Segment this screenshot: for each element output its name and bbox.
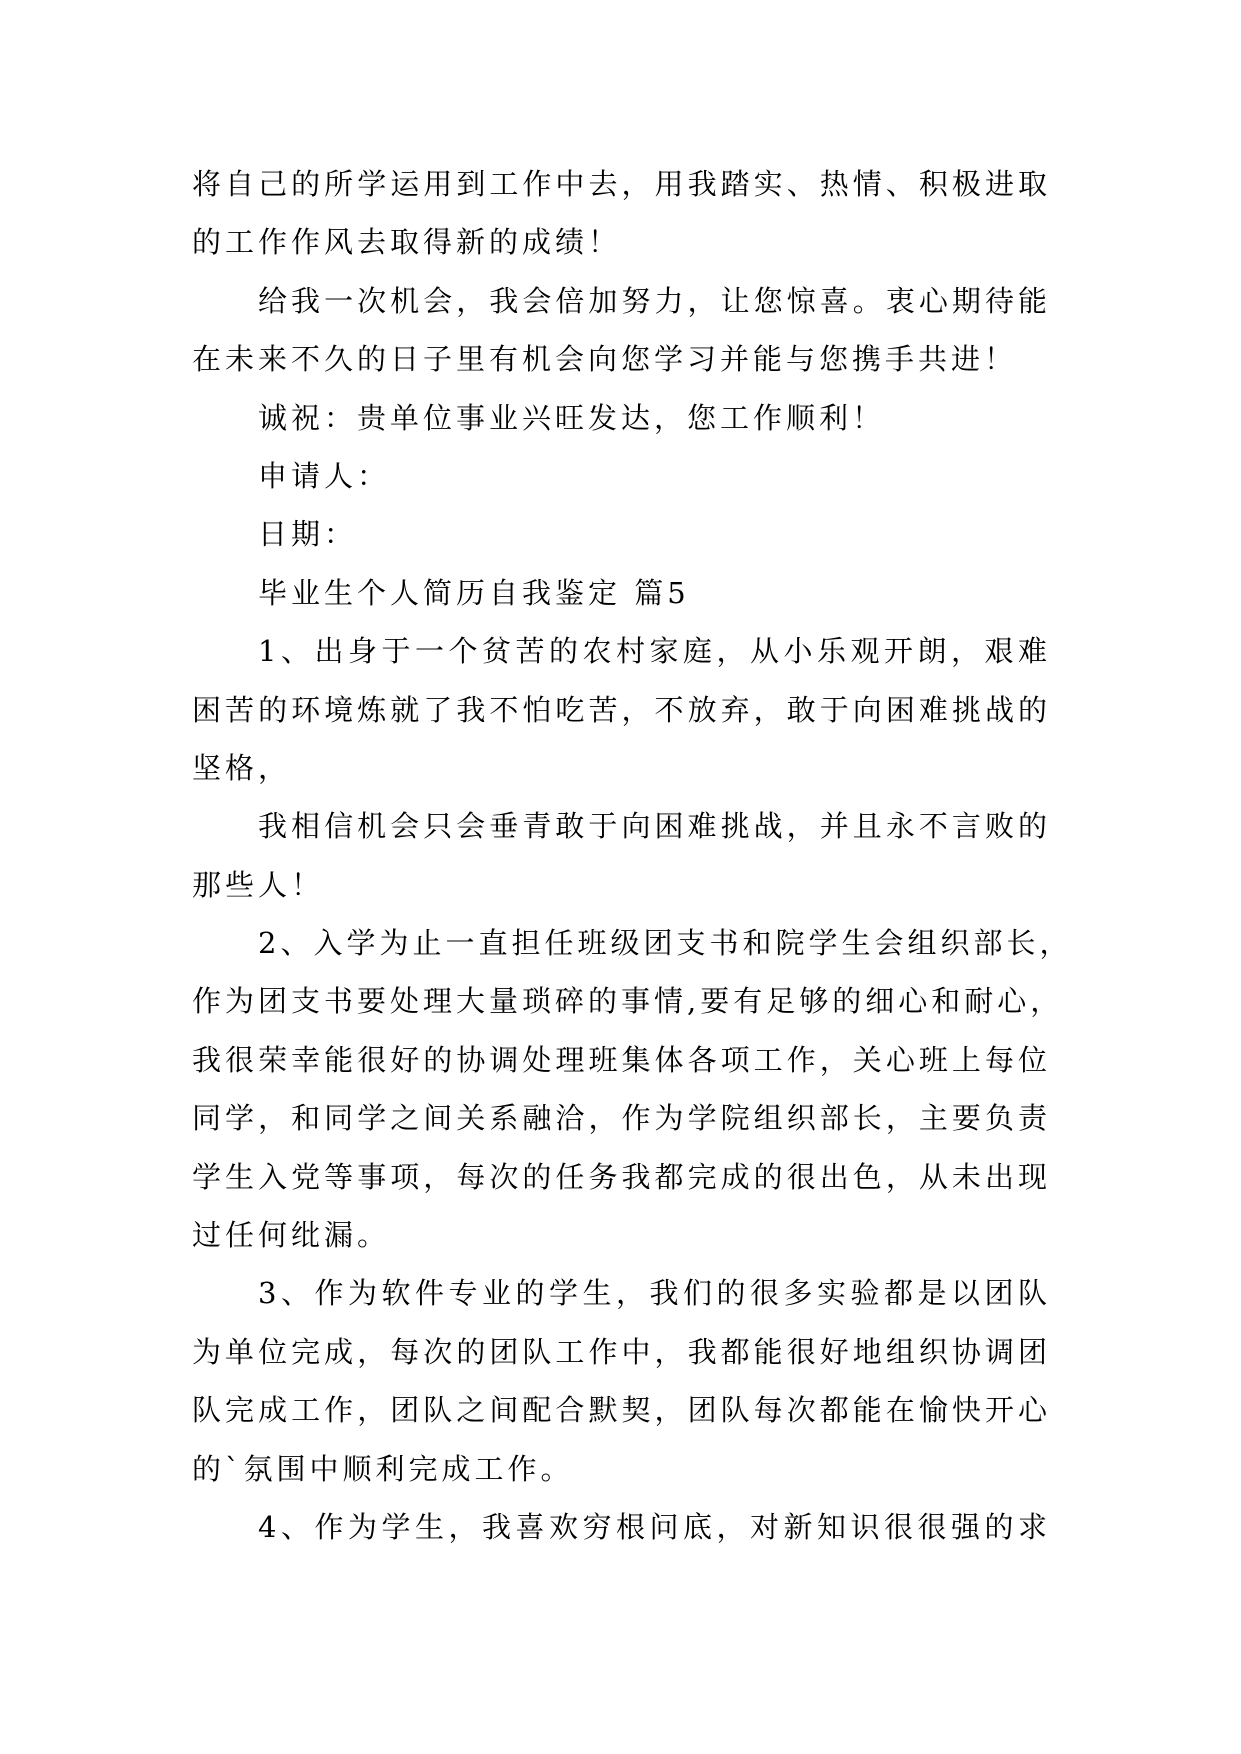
text-line: 3、作为软件专业的学生，我们的很多实验都是以团队 [258, 1276, 1051, 1311]
section-paragraph [192, 797, 1051, 914]
letter-wish [192, 389, 1051, 447]
section-heading [192, 564, 1051, 622]
text-line: 在未来不久的日子里有机会向您学习并能与您携手共进！ [192, 342, 1018, 377]
text-line: 的`氛围中顺利完成工作。 [192, 1451, 574, 1486]
section-paragraph [192, 914, 1073, 1264]
text-line: 那些人！ [192, 867, 325, 902]
text-line: 的工作作风去取得新的成绩！ [192, 225, 622, 260]
text-line: 作为团支书要处理大量琐碎的事情,要有足够的细心和耐心， [192, 984, 1064, 1019]
section-paragraph [192, 1498, 1051, 1556]
text-line: 为单位完成，每次的团队工作中，我都能很好地组织协调团 [192, 1334, 1051, 1369]
text-line: 1、出身于一个贫苦的农村家庭，从小乐观开朗，艰难 [258, 634, 1051, 669]
text-line: 2、入学为止一直担任班级团支书和院学生会组织部长， [258, 926, 1073, 961]
section-title: 毕业生个人简历自我鉴定 篇5 [258, 575, 690, 610]
date-label: 日期： [258, 517, 358, 552]
text-line: 队完成工作，团队之间配合默契，团队每次都能在愉快开心 [192, 1393, 1051, 1428]
text-line: 过任何纰漏。 [192, 1218, 391, 1253]
letter-paragraph [192, 272, 1051, 389]
text-line: 同学，和同学之间关系融洽，作为学院组织部长，主要负责 [192, 1101, 1051, 1136]
text-line: 坚格， [192, 750, 292, 785]
text-line: 我相信机会只会垂青敢于向困难挑战，并且永不言败的 [258, 809, 1051, 844]
wish-text: 诚祝：贵单位事业兴旺发达，您工作顺利！ [258, 400, 886, 435]
text-line: 学生入党等事项，每次的任务我都完成的很出色，从未出现 [192, 1159, 1051, 1194]
date-field [192, 505, 1051, 563]
text-line: 困苦的环境炼就了我不怕吃苦，不放弃，敢于向困难挑战的 [192, 692, 1051, 727]
document-body [192, 155, 1073, 1556]
text-line: 将自己的所学运用到工作中去，用我踏实、热情、积极进取 [192, 167, 1051, 201]
text-line: 给我一次机会，我会倍加努力，让您惊喜。衷心期待能 [258, 283, 1051, 318]
section-paragraph [192, 1264, 1051, 1498]
section-paragraph [192, 622, 1051, 797]
text-line: 我很荣幸能很好的协调处理班集体各项工作，关心班上每位 [192, 1042, 1051, 1077]
applicant-signature [192, 447, 1051, 505]
letter-paragraph [192, 155, 1051, 272]
text-line: 4、作为学生，我喜欢穷根问底，对新知识很很强的求 [258, 1509, 1051, 1544]
applicant-label: 申请人： [258, 458, 391, 493]
